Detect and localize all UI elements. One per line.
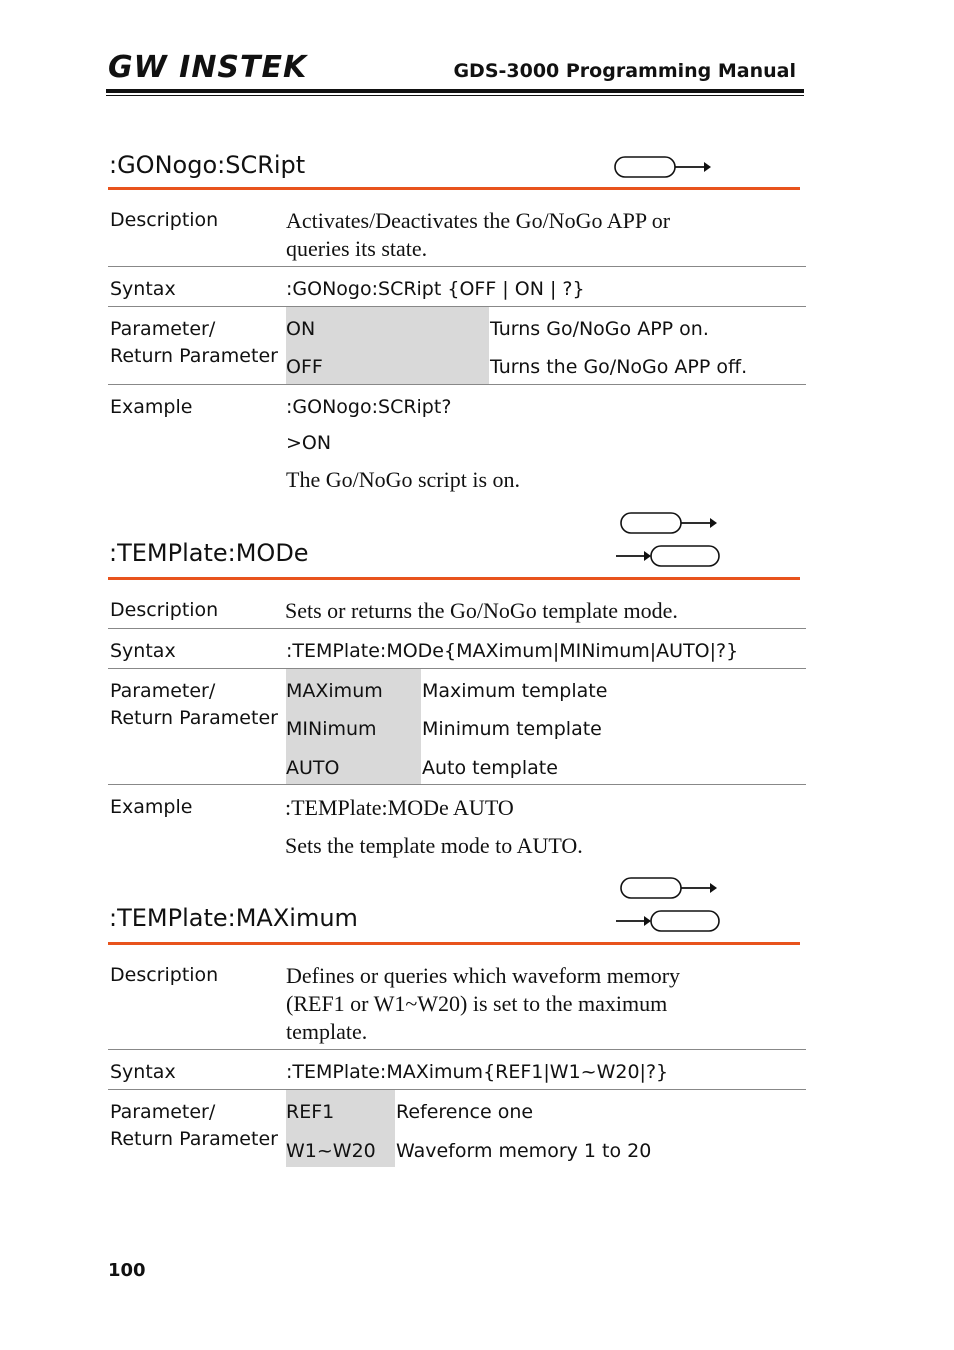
parameter-desc: Auto template xyxy=(422,757,558,779)
syntax-value: :TEMPlate:MODe{MAXimum|MINimum|AUTO|?} xyxy=(286,640,739,662)
description-line: template. xyxy=(286,1019,368,1044)
example-note: The Go/NoGo script is on. xyxy=(286,467,521,492)
parameter-desc: Minimum template xyxy=(422,718,602,740)
syntax-label: Syntax xyxy=(110,1061,176,1083)
section-rule xyxy=(108,577,800,580)
syntax-label: Syntax xyxy=(110,278,176,300)
query-arrow-icon xyxy=(618,510,718,536)
header-rule-thin xyxy=(106,95,804,96)
description-line: Defines or queries which waveform memory xyxy=(286,963,681,988)
description-label: Description xyxy=(110,599,219,621)
syntax-value: :TEMPlate:MAXimum{REF1|W1~W20|?} xyxy=(286,1061,669,1083)
example-label: Example xyxy=(110,396,193,418)
parameter-label: Return Parameter xyxy=(110,707,278,729)
command-title: :TEMPlate:MAXimum xyxy=(109,904,358,932)
page-number: 100 xyxy=(108,1260,146,1281)
manual-title: GDS-3000 Programming Manual xyxy=(453,60,796,82)
row-divider xyxy=(108,1089,806,1090)
header-rule xyxy=(106,89,804,93)
row-divider xyxy=(108,384,806,385)
parameter-label: Parameter/ xyxy=(110,1101,216,1123)
description-line: queries its state. xyxy=(286,236,428,261)
command-section-template-mode xyxy=(108,508,806,868)
parameter-label: Return Parameter xyxy=(110,1128,278,1150)
command-section-template-maximum xyxy=(108,873,806,1173)
example-response: >ON xyxy=(286,432,332,454)
row-divider xyxy=(108,1049,806,1050)
parameter-desc: Maximum template xyxy=(422,680,608,702)
description-label: Description xyxy=(110,964,219,986)
example-label: Example xyxy=(110,796,193,818)
parameter-desc: Waveform memory 1 to 20 xyxy=(396,1140,652,1162)
set-arrow-icon xyxy=(614,543,722,569)
parameter-name: ON xyxy=(286,318,316,340)
syntax-label: Syntax xyxy=(110,640,176,662)
row-divider xyxy=(108,628,806,629)
description-line: Activates/Deactivates the Go/NoGo APP or xyxy=(286,208,671,233)
parameter-name: MAXimum xyxy=(286,680,383,702)
parameter-desc: Reference one xyxy=(396,1101,534,1123)
section-rule xyxy=(108,187,800,190)
row-divider xyxy=(108,784,806,785)
command-title: :GONogo:SCRipt xyxy=(109,151,306,179)
section-rule xyxy=(108,942,800,945)
row-divider xyxy=(108,668,806,669)
parameter-name: AUTO xyxy=(286,757,340,779)
example-command: :GONogo:SCRipt? xyxy=(286,396,452,418)
query-arrow-icon xyxy=(612,154,712,180)
description-line: Sets or returns the Go/NoGo template mode. xyxy=(285,598,678,623)
row-divider xyxy=(108,266,806,267)
parameter-label: Parameter/ xyxy=(110,680,216,702)
parameter-label: Parameter/ xyxy=(110,318,216,340)
description-line: (REF1 or W1~W20) is set to the maximum xyxy=(286,991,668,1016)
parameter-name: REF1 xyxy=(286,1101,335,1123)
description-label: Description xyxy=(110,209,219,231)
parameter-desc: Turns the Go/NoGo APP off. xyxy=(490,356,748,378)
parameter-desc: Turns Go/NoGo APP on. xyxy=(490,318,709,340)
parameter-name: OFF xyxy=(286,356,323,378)
example-command: :TEMPlate:MODe AUTO xyxy=(285,795,514,820)
example-note: Sets the template mode to AUTO. xyxy=(285,833,583,858)
company-logo: GW INSTEK xyxy=(108,50,308,85)
parameter-label: Return Parameter xyxy=(110,345,278,367)
syntax-value: :GONogo:SCRipt {OFF | ON | ?} xyxy=(286,278,585,300)
query-arrow-icon xyxy=(618,875,718,901)
set-arrow-icon xyxy=(614,908,722,934)
parameter-name: MINimum xyxy=(286,718,377,740)
parameter-name: W1~W20 xyxy=(286,1140,376,1162)
command-title: :TEMPlate:MODe xyxy=(109,539,309,567)
command-section-gonogo-script xyxy=(108,140,806,510)
